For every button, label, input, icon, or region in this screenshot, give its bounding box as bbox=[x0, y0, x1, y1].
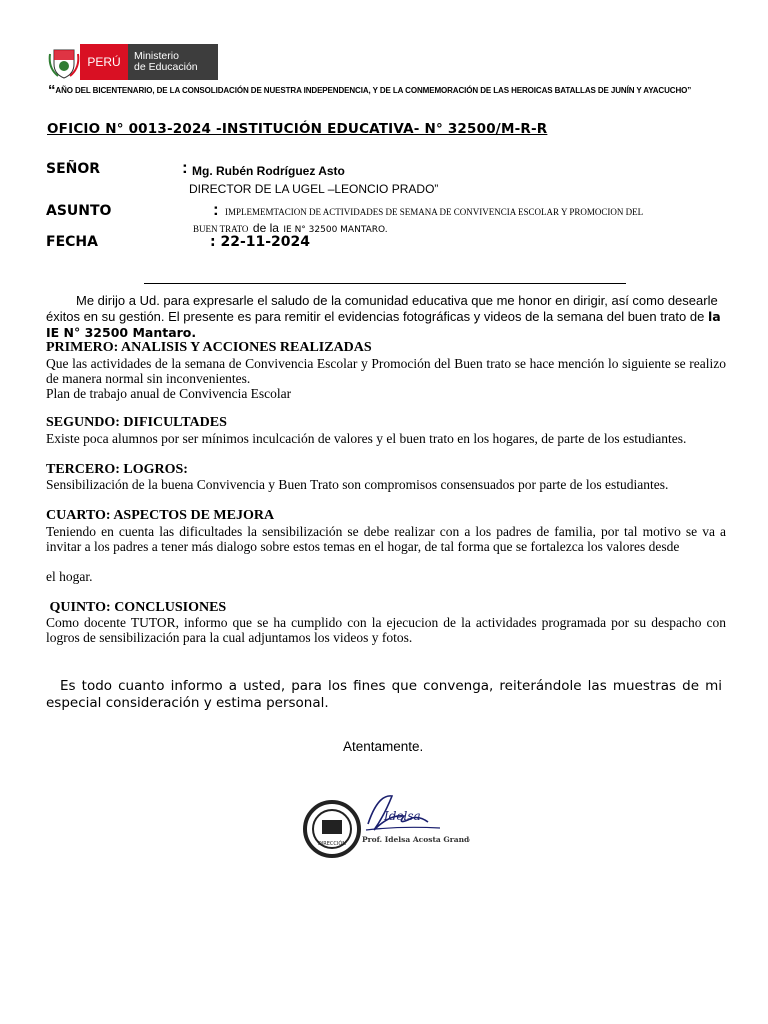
separator-line bbox=[144, 283, 626, 284]
senor-name: Mg. Rubén Rodríguez Asto bbox=[192, 164, 345, 178]
signature-name: Prof. Idelsa Acosta Grandez bbox=[362, 835, 470, 844]
official-stamp-icon bbox=[300, 786, 470, 858]
peru-label: PERÚ bbox=[80, 44, 128, 80]
cuarto-heading: CUARTO: ASPECTOS DE MEJORA bbox=[46, 508, 275, 523]
intro-school: la IE N° 32500 Mantaro. bbox=[46, 309, 721, 340]
intro-paragraph bbox=[46, 293, 722, 341]
ministry-name bbox=[128, 44, 218, 80]
segundo-text: Existe poca alumnos por ser mínimos inculcación de valores y el buen trato en los hogares, de parte de los estudiantes. bbox=[46, 431, 687, 446]
atentamente: Atentamente. bbox=[343, 739, 424, 754]
primero-text: Que las actividades de la semana de Convivencia Escolar y Promoción del Buen trato se hace mención lo siguiente se realizo de manera normal sin inconvenientes. bbox=[46, 356, 726, 386]
intro-text: Me dirijo a Ud. para expresarle el saludo de la comunidad educativa que me honor en dirigir, así como desearle éxitos en su gestión. El presente es para remitir el evidencias fotográficas y videos de la semana del buen trato de bbox=[46, 293, 718, 324]
quinto-text: Como docente TUTOR, informo que se ha cumplido con la ejecucion de la actividades programada por su despacho con logros de sensibilización para la cual adjuntamos los videos y fotos. bbox=[46, 615, 726, 645]
asunto-line-1: IMPLEMEMTACION DE ACTIVIDADES DE SEMANA DE CONVIVENCIA ESCOLAR Y PROMOCION DEL bbox=[225, 207, 644, 217]
peru-shield-icon bbox=[48, 44, 80, 80]
fecha-label: FECHA bbox=[46, 234, 98, 250]
primero-heading: PRIMERO: ANALISIS Y ACCIONES REALIZADAS bbox=[46, 340, 372, 355]
ministry-logo bbox=[48, 44, 218, 80]
ministry-line-2: de Educación bbox=[134, 61, 198, 73]
senor-label: SEÑOR bbox=[46, 161, 101, 177]
year-motto-text: AÑO DEL BICENTENARIO, DE LA CONSOLIDACIÓN DE NUESTRA INDEPENDENCIA, Y DE LA CONMEMORACIÓN DE LAS HEROICAS BATALLAS DE JUNÍN Y AYACUCHO” bbox=[55, 86, 692, 95]
oficio-title: OFICIO N° 0013-2024 -INSTITUCIÓN EDUCATIVA- N° 32500/M-R-R bbox=[47, 121, 548, 137]
asunto-line-2a: BUEN TRATO bbox=[193, 224, 249, 234]
signature-block bbox=[300, 786, 470, 858]
senor-colon: : bbox=[182, 158, 188, 177]
closing-paragraph bbox=[46, 678, 722, 712]
cuarto-text: Teniendo en cuenta las dificultades la sensibilización se debe realizar con a los padres de familia, por tal motivo se va a invitar a los padres a tener más dialogo sobre estos temas en el hogar, de tal forma que se fortalezca los valores desde bbox=[46, 524, 726, 554]
senor-position: DIRECTOR DE LA UGEL –LEONCIO PRADO” bbox=[189, 182, 439, 196]
fecha-value: : 22-11-2024 bbox=[210, 234, 311, 250]
primero-text-2: Plan de trabajo anual de Convivencia Escolar bbox=[46, 386, 292, 401]
asunto-label: ASUNTO bbox=[46, 203, 112, 219]
tercero-heading: TERCERO: LOGROS: bbox=[46, 462, 188, 477]
asunto-line-2b: de la bbox=[252, 221, 279, 235]
closing-text: Es todo cuanto informo a usted, para los fines que convenga, reiterándole las muestras de mi especial consideración y estima personal. bbox=[46, 678, 722, 711]
quinto-heading: QUINTO: CONCLUSIONES bbox=[46, 600, 227, 615]
signature-scrawl: Idelsa bbox=[384, 809, 421, 823]
cuarto-text-2: el hogar. bbox=[46, 569, 93, 584]
segundo-heading: SEGUNDO: DIFICULTADES bbox=[46, 415, 227, 430]
tercero-text: Sensibilización de la buena Convivencia y Buen Trato son compromisos consensuados por parte de los estudiantes. bbox=[46, 477, 669, 492]
stamp-text: DIRECCIÓN bbox=[317, 841, 347, 847]
asunto-colon: : bbox=[213, 200, 219, 219]
year-motto-quote: “ bbox=[48, 82, 56, 99]
year-motto bbox=[48, 82, 691, 99]
asunto-line-2c: IE N° 32500 MANTARO. bbox=[283, 225, 388, 235]
ministry-line-1: Ministerio bbox=[134, 50, 179, 62]
